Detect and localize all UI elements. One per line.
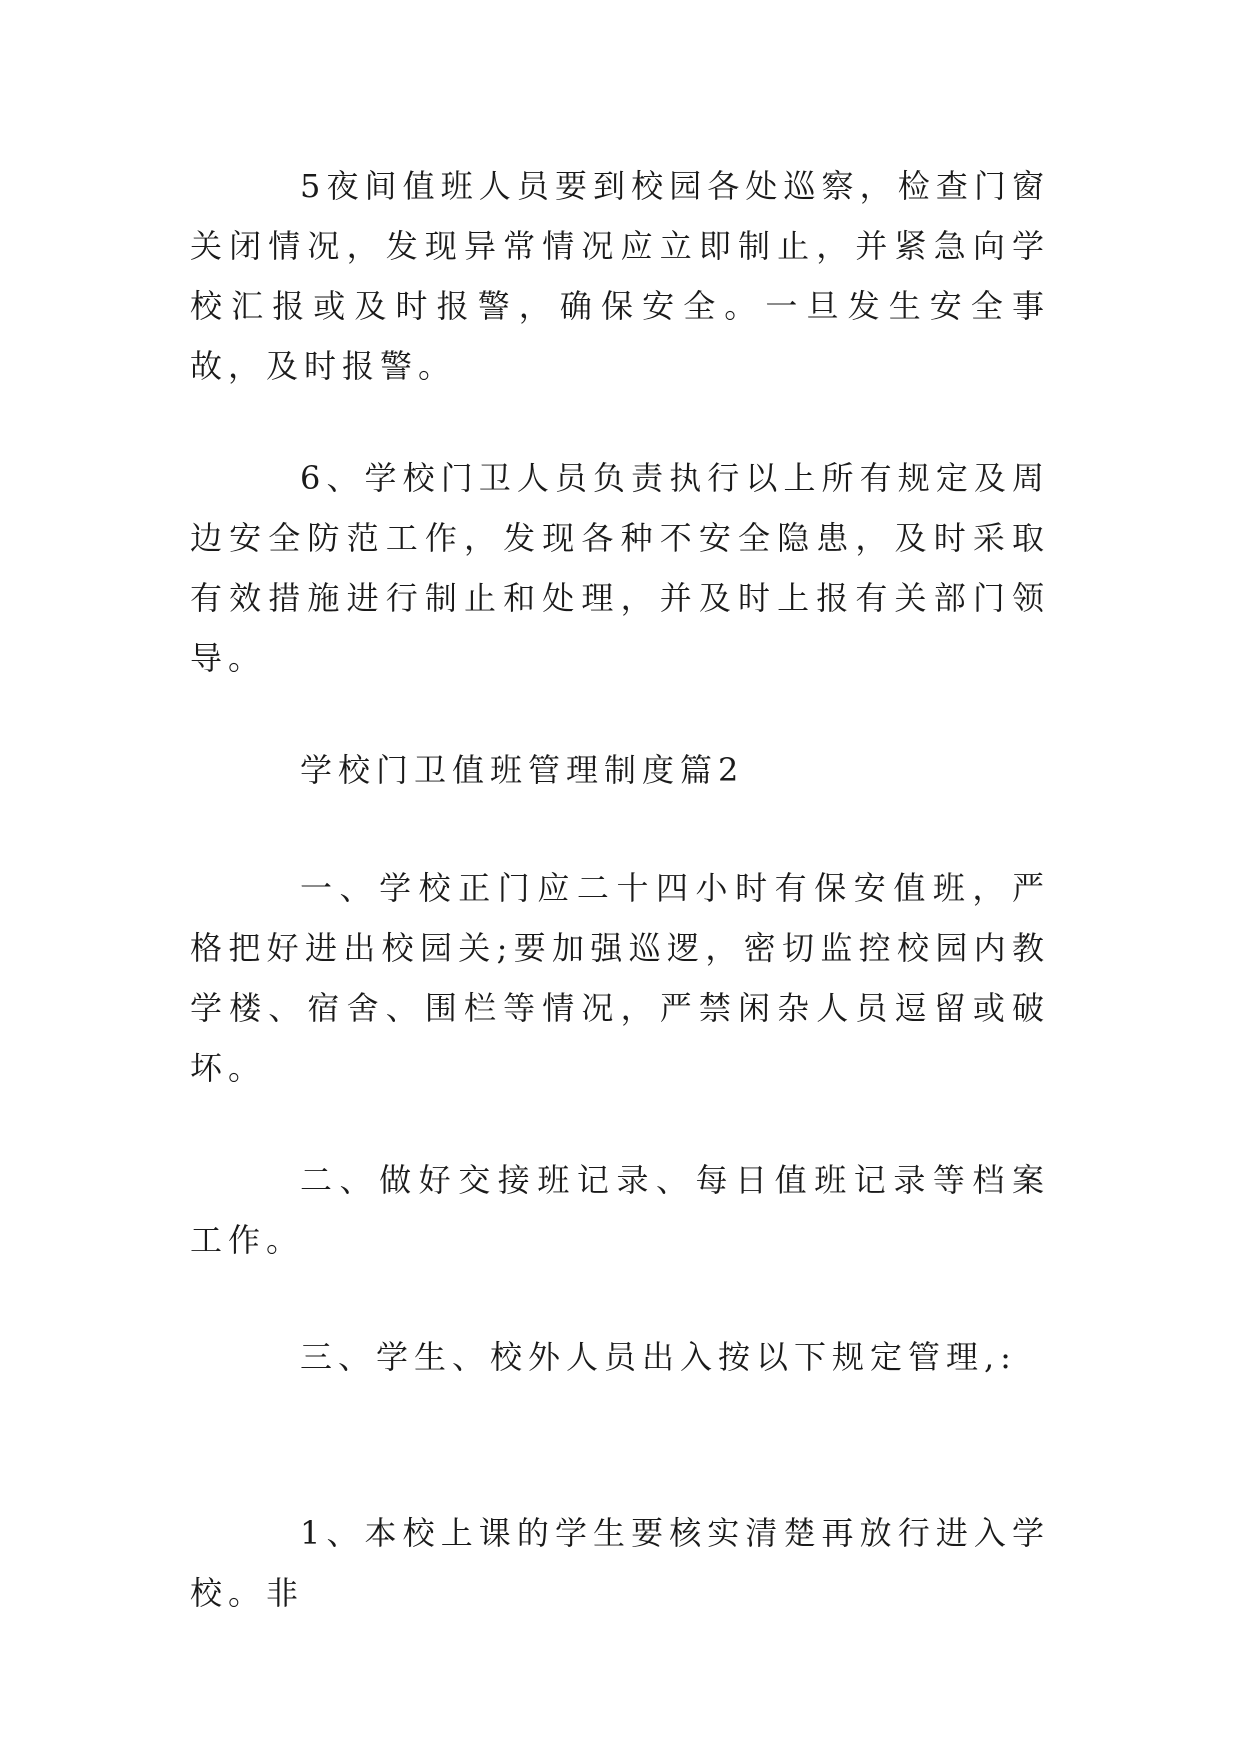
- paragraph-night-patrol: 5夜间值班人员要到校园各处巡察，检查门窗关闭情况，发现异常情况应立即制止，并紧急向学校汇报或及时报警，确保安全。一旦发生安全事故，及时报警。: [190, 167, 1050, 385]
- paragraph-item-three: 三、学生、校外人员出入按以下规定管理,:: [300, 1338, 1017, 1376]
- paragraph-item-two: 二、做好交接班记录、每日值班记录等档案工作。: [190, 1161, 1050, 1259]
- paragraph-guard-duties: 6、学校门卫人员负责执行以上所有规定及周边安全防范工作，发现各种不安全隐患，及时采取有效措施进行制止和处理，并及时上报有关部门领导。: [190, 459, 1050, 677]
- section-heading: 学校门卫值班管理制度篇2: [300, 751, 745, 789]
- paragraph-item-one: 一、学校正门应二十四小时有保安值班，严格把好进出校园关;要加强巡逻，密切监控校园内教学楼、宿舍、围栏等情况，严禁闲杂人员逗留或破坏。: [190, 869, 1050, 1087]
- paragraph-subitem-one: 1、本校上课的学生要核实清楚再放行进入学校。非: [190, 1514, 1050, 1612]
